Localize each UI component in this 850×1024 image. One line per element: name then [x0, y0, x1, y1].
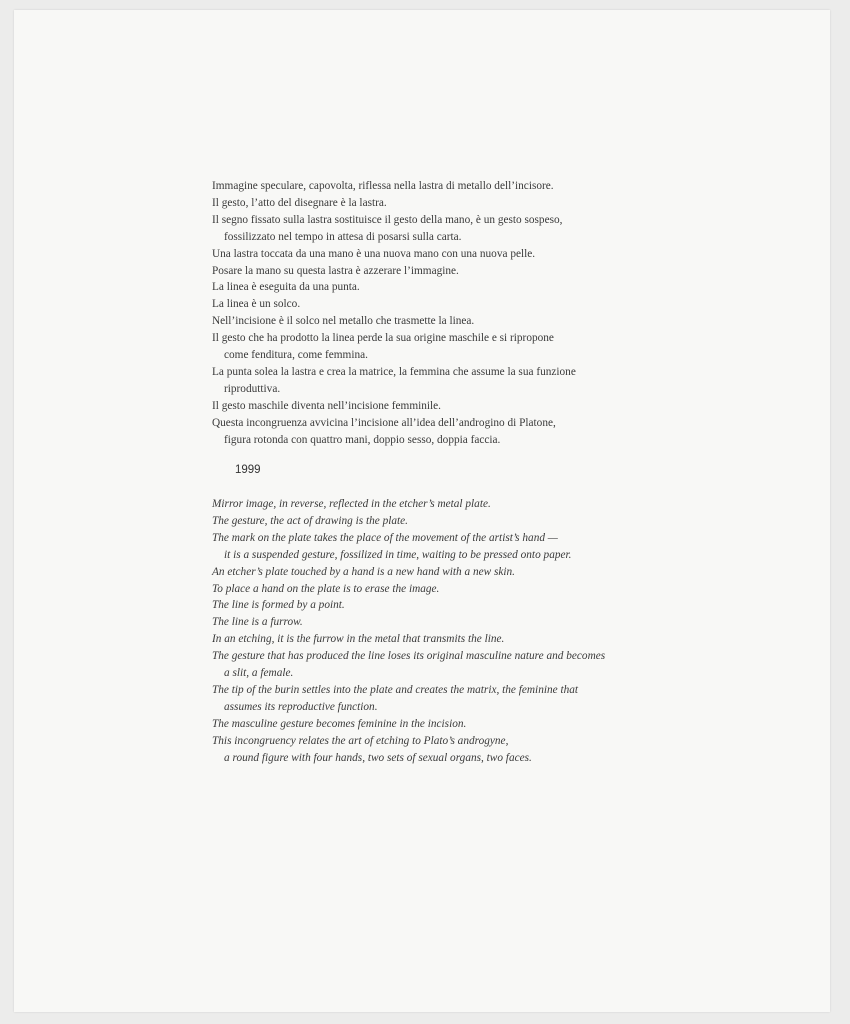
poem-line: The mark on the plate takes the place of the movement of the artist’s hand — — [212, 531, 558, 544]
poem-line: The line is a furrow. — [212, 616, 303, 629]
poem-line: it is a suspended gesture, fossilized in time, waiting to be pressed onto paper. — [224, 548, 572, 561]
poem-line: Nell’incisione è il solco nel metallo che trasmette la linea. — [212, 315, 475, 328]
year-label: 1999 — [235, 464, 261, 476]
poem-line: Una lastra toccata da una mano è una nuova mano con una nuova pelle. — [212, 247, 536, 260]
poem-line: Il segno fissato sulla lastra sostituisce il gesto della mano, è un gesto sospeso, — [212, 213, 563, 226]
italian-poem — [212, 178, 652, 449]
poem-line: This incongruency relates the art of etching to Plato’s androgyne, — [212, 734, 509, 747]
poem-line: La linea è un solco. — [212, 298, 301, 311]
english-poem — [212, 496, 652, 767]
poem-line: a round figure with four hands, two sets of sexual organs, two faces. — [224, 751, 532, 764]
poem-line: In an etching, it is the furrow in the metal that transmits the line. — [212, 633, 505, 646]
poem-line: The masculine gesture becomes feminine in the incision. — [212, 717, 467, 730]
poem-line: a slit, a female. — [224, 667, 294, 680]
poem-line: The line is formed by a point. — [212, 599, 345, 612]
poem-line: fossilizzato nel tempo in attesa di posarsi sulla carta. — [224, 230, 462, 243]
poem-line: Immagine speculare, capovolta, riflessa nella lastra di metallo dell’incisore. — [212, 180, 554, 192]
poem-line: riproduttiva. — [224, 382, 281, 395]
poem-line: La punta solea la lastra e crea la matrice, la femmina che assume la sua funzione — [212, 365, 576, 378]
poem-line: An etcher’s plate touched by a hand is a new hand with a new skin. — [212, 565, 515, 578]
poem-line: La linea è eseguita da una punta. — [212, 281, 360, 294]
poem-line: Il gesto maschile diventa nell’incisione femminile. — [212, 399, 442, 412]
poem-line: Il gesto, l’atto del disegnare è la lastra. — [212, 196, 387, 209]
poem-line: Posare la mano su questa lastra è azzerare l’immagine. — [212, 264, 459, 277]
poem-line: assumes its reproductive function. — [224, 700, 378, 713]
poem-line: To place a hand on the plate is to erase the image. — [212, 582, 440, 595]
poem-line: The gesture that has produced the line loses its original masculine nature and becomes — [212, 650, 606, 663]
poem-line: The tip of the burin settles into the plate and creates the matrix, the feminine that — [212, 683, 579, 696]
poem-line: Questa incongruenza avvicina l’incisione all’idea dell’androgino di Platone, — [212, 416, 556, 429]
poem-line: figura rotonda con quattro mani, doppio sesso, doppia faccia. — [224, 433, 501, 446]
poem-line: Il gesto che ha prodotto la linea perde la sua origine maschile e si ripropone — [212, 332, 554, 345]
poem-line: come fenditura, come femmina. — [224, 349, 368, 362]
poem-line: Mirror image, in reverse, reflected in the etcher’s metal plate. — [212, 498, 491, 510]
poem-line: The gesture, the act of drawing is the plate. — [212, 514, 409, 527]
